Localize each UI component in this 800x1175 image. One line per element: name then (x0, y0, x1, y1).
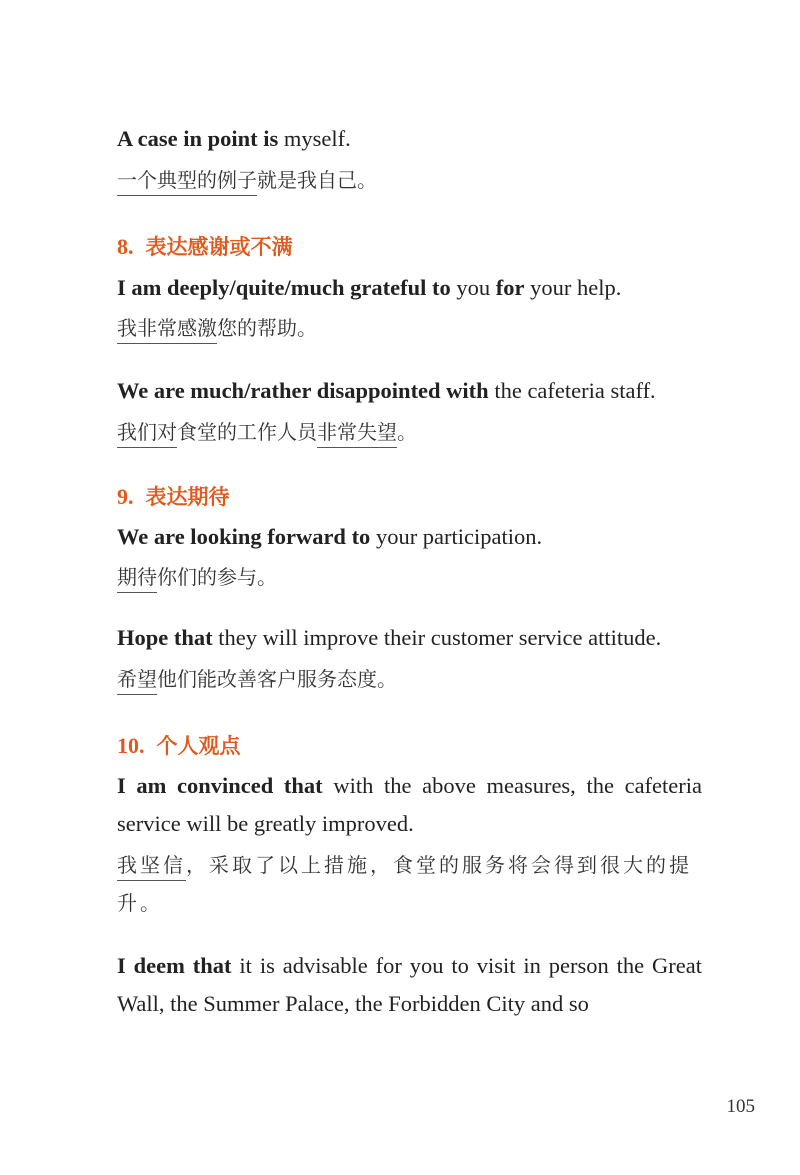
entry-4-chinese: 期待你们的参与。 (117, 558, 277, 596)
entry-7-phrase: I deem that (117, 953, 232, 978)
entry-3-phrase: We are much/rather disappointed with (117, 378, 489, 403)
entry-1-chinese-underlined: 一个典型的例子 (117, 168, 257, 196)
entry-6-chinese: 我坚信，采取了以上措施，食堂的服务将会得到很大的提升。 (117, 853, 692, 915)
entry-5-english: Hope that they will improve their customer service attitude. (117, 625, 662, 650)
entry-1-english: A case in point is myself. (117, 126, 351, 151)
entry-2-phrase: I am deeply/quite/much grateful to (117, 275, 451, 300)
section-heading-10: 10. 个人观点 (117, 733, 241, 758)
entry-4-english: We are looking forward to your participation. (117, 524, 543, 549)
entry-6-phrase: I am convinced that (117, 773, 323, 798)
entry-3-english: We are much/rather disappointed with the cafeteria staff. (117, 378, 656, 403)
section-heading-9: 9. 表达期待 (117, 484, 230, 509)
entry-6-english: I am convinced that with the above measures, the cafeteria service will be greatly improved. (117, 773, 703, 836)
entry-2-chinese-underlined: 我非常感激 (117, 316, 217, 344)
entry-2-chinese: 我非常感激您的帮助。 (117, 309, 317, 347)
entry-1-chinese: 一个典型的例子就是我自己。 (117, 161, 377, 199)
entry-4-phrase: We are looking forward to (117, 524, 371, 549)
section-heading-8: 8. 表达感谢或不满 (117, 234, 293, 259)
entry-1-phrase: A case in point is (117, 126, 279, 151)
page-number: 105 (726, 1096, 755, 1117)
entry-5-chinese: 希望他们能改善客户服务态度。 (117, 660, 397, 698)
entry-2-english: I am deeply/quite/much grateful to you for your help. (117, 275, 622, 300)
entry-7-english: I deem that it is advisable for you to visit in person the Great Wall, the Summer Palace, the Forbidden City and so (117, 953, 703, 1016)
entry-5-phrase: Hope that (117, 625, 213, 650)
entry-3-chinese: 我们对食堂的工作人员非常失望。 (117, 413, 417, 451)
